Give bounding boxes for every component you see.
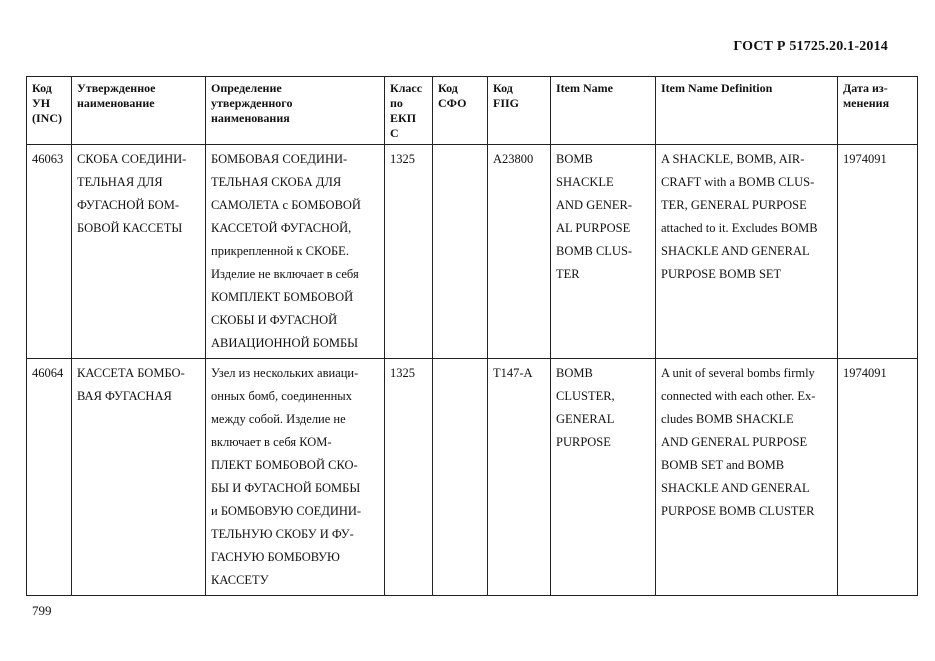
text-line: ТЕЛЬНАЯ СКОБА ДЛЯ — [211, 175, 342, 189]
text-line: (INC) — [32, 111, 62, 125]
header-ekps-class — [385, 77, 433, 145]
text-line: T147-A — [493, 366, 533, 380]
header-sfo-code — [433, 77, 488, 145]
text-line: КАССЕТУ — [211, 573, 269, 587]
text-line: БЫ И ФУГАСНОЙ БОМБЫ — [211, 481, 361, 495]
text-line: FIIG — [493, 96, 520, 110]
cell-name-definition — [206, 359, 385, 596]
text-line: BOMB CLUS- — [556, 244, 633, 258]
catalog-table — [26, 76, 918, 596]
text-line: connected with each other. Ex- — [661, 389, 816, 403]
text-line: менения — [843, 96, 890, 110]
text-line: BOMB — [556, 152, 593, 166]
text-line: 46064 — [32, 366, 64, 380]
text-line: Item Name Definition — [661, 81, 773, 95]
text-line: ПЛЕКТ БОМБОВОЙ СКО- — [211, 458, 358, 472]
table-row — [27, 145, 918, 359]
cell-item-name — [551, 359, 656, 596]
text-line: Дата из- — [843, 81, 888, 95]
text-line: Код — [32, 81, 52, 95]
text-line: Определение — [211, 81, 282, 95]
text-line: наименования — [211, 111, 290, 125]
text-line: SHACKLE AND GENERAL — [661, 244, 810, 258]
document-standard-number: ГОСТ Р 51725.20.1-2014 — [733, 39, 888, 54]
cell-sfo-code — [433, 145, 488, 359]
text-line: AND GENER- — [556, 198, 633, 212]
text-line: AND GENERAL PURPOSE — [661, 435, 808, 449]
text-line: 1325 — [390, 366, 415, 380]
text-line: БОМБОВАЯ СОЕДИНИ- — [211, 152, 348, 166]
text-line: GENERAL — [556, 412, 615, 426]
text-line: BOMB SET and BOMB — [661, 458, 785, 472]
table-header-row — [27, 77, 918, 145]
text-line: САМОЛЕТА с БОМБОВОЙ — [211, 198, 361, 212]
text-line: CLUSTER, — [556, 389, 615, 403]
table-row — [27, 359, 918, 596]
text-line: и БОМБОВУЮ СОЕДИНИ- — [211, 504, 362, 518]
cell-inc-code — [27, 145, 72, 359]
header-change-date — [838, 77, 918, 145]
text-line: наименование — [77, 96, 155, 110]
text-line: 1974091 — [843, 366, 887, 380]
cell-approved-name — [72, 145, 206, 359]
text-line: Изделие не включает в себя — [211, 267, 359, 281]
text-line: Узел из нескольких авиаци- — [211, 366, 359, 380]
text-line: Код — [493, 81, 513, 95]
header-approved-name — [72, 77, 206, 145]
text-line: прикрепленной к СКОБЕ. — [211, 244, 349, 258]
text-line: PURPOSE — [556, 435, 611, 449]
text-line: ТЕЛЬНУЮ СКОБУ И ФУ- — [211, 527, 354, 541]
text-line: ТЕЛЬНАЯ ДЛЯ — [77, 175, 163, 189]
text-line: ФУГАСНОЙ БОМ- — [77, 198, 179, 212]
text-line: Класс — [390, 81, 423, 95]
text-line: AL PURPOSE — [556, 221, 631, 235]
text-line: АВИАЦИОННОЙ БОМБЫ — [211, 336, 359, 350]
header-item-name — [551, 77, 656, 145]
cell-item-name-definition — [656, 359, 838, 596]
text-line: КАССЕТА БОМБО- — [77, 366, 185, 380]
text-line: cludes BOMB SHACKLE — [661, 412, 794, 426]
page-number: 799 — [32, 603, 52, 618]
text-line: 1974091 — [843, 152, 887, 166]
cell-fiig-code — [488, 359, 551, 596]
text-line: 46063 — [32, 152, 64, 166]
cell-item-name — [551, 145, 656, 359]
text-line: СКОБЫ И ФУГАСНОЙ — [211, 313, 338, 327]
cell-change-date — [838, 145, 918, 359]
cell-ekps-class — [385, 359, 433, 596]
text-line: между собой. Изделие не — [211, 412, 346, 426]
text-line: утвержденного — [211, 96, 293, 110]
text-line: КАССЕТОЙ ФУГАСНОЙ, — [211, 221, 352, 235]
cell-item-name-definition — [656, 145, 838, 359]
text-line: Код — [438, 81, 458, 95]
cell-approved-name — [72, 359, 206, 596]
text-line: SHACKLE AND GENERAL — [661, 481, 810, 495]
text-line: по — [390, 96, 403, 110]
text-line: TER, GENERAL PURPOSE — [661, 198, 807, 212]
text-line: СФО — [438, 96, 467, 110]
cell-name-definition — [206, 145, 385, 359]
cell-ekps-class — [385, 145, 433, 359]
text-line: CRAFT with a BOMB CLUS- — [661, 175, 815, 189]
text-line: БОВОЙ КАССЕТЫ — [77, 221, 183, 235]
text-line: Утвержденное — [77, 81, 156, 95]
text-line: Item Name — [556, 81, 613, 95]
text-line: СКОБА СОЕДИНИ- — [77, 152, 187, 166]
text-line: SHACKLE — [556, 175, 614, 189]
text-line: ГАСНУЮ БОМБОВУЮ — [211, 550, 340, 564]
header-inc-code — [27, 77, 72, 145]
text-line: A23800 — [493, 152, 534, 166]
cell-inc-code — [27, 359, 72, 596]
text-line: attached to it. Excludes BOMB — [661, 221, 818, 235]
cell-change-date — [838, 359, 918, 596]
text-line: PURPOSE BOMB CLUSTER — [661, 504, 815, 518]
text-line: включает в себя КОМ- — [211, 435, 332, 449]
text-line: PURPOSE BOMB SET — [661, 267, 782, 281]
text-line: A unit of several bombs firmly — [661, 366, 815, 380]
text-line: С — [390, 126, 399, 140]
text-line: 1325 — [390, 152, 415, 166]
text-line: TER — [556, 267, 580, 281]
header-name-definition — [206, 77, 385, 145]
text-line: УН — [32, 96, 51, 110]
text-line: КОМПЛЕКТ БОМБОВОЙ — [211, 290, 354, 304]
text-line: A SHACKLE, BOMB, AIR- — [661, 152, 805, 166]
text-line: BOMB — [556, 366, 593, 380]
header-fiig-code — [488, 77, 551, 145]
cell-sfo-code — [433, 359, 488, 596]
text-line: ВАЯ ФУГАСНАЯ — [77, 389, 172, 403]
text-line: онных бомб, соединенных — [211, 389, 352, 403]
header-item-name-definition — [656, 77, 838, 145]
text-line: ЕКП — [390, 111, 417, 125]
cell-fiig-code — [488, 145, 551, 359]
